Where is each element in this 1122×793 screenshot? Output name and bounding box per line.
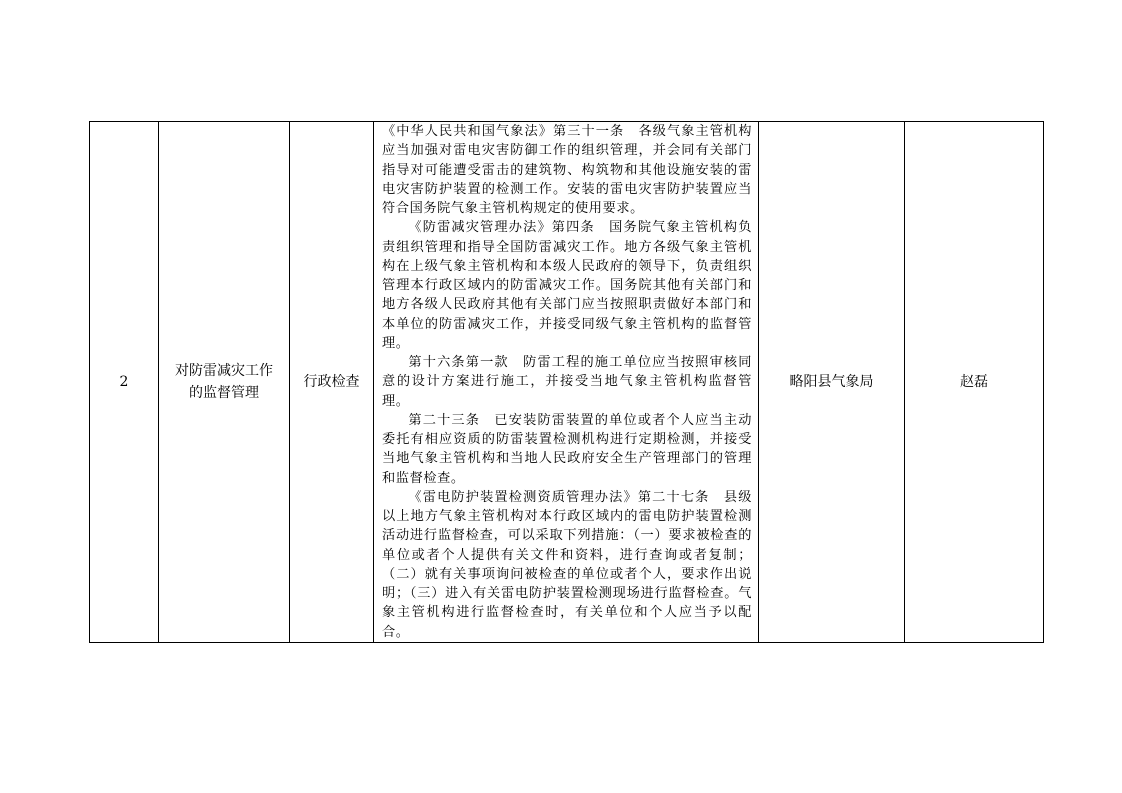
basis-paragraph: 《防雷减灾管理办法》第四条 国务院气象主管机构负责组织管理和指导全国防雷减灾工作。地方各级气象主管机构在上级气象主管机构和本级人民政府的领导下，负责组织管理本行政区域内的防雷减灾工作。国务院其他有关部门和地方各级人民政府其他有关部门应当按照职责做好本部门和本单位的防雷减灾工作，并接受同级气象主管机构的监督管理。 bbox=[382, 220, 752, 351]
responsibility-table-wrapper bbox=[89, 121, 1043, 643]
item-category: 行政检查 bbox=[303, 373, 360, 390]
responsible-department: 略阳县气象局 bbox=[789, 373, 874, 390]
basis-paragraph: 《中华人民共和国气象法》第三十一条 各级气象主管机构应当加强对雷电灾害防御工作的组织管理，并会同有关部门指导对可能遭受雷击的建筑物、构筑物和其他设施安装的雷电灾害防护装置的检测工作。安装的雷电灾害防护装置应当符合国务院气象主管机构规定的使用要求。 bbox=[382, 124, 752, 216]
basis-paragraph: 第十六条第一款 防雷工程的施工单位应当按照审核同意的设计方案进行施工，并接受当地气象主管机构监督管理。 bbox=[382, 355, 752, 409]
row-number-cell bbox=[90, 122, 159, 643]
responsible-person: 赵磊 bbox=[960, 373, 988, 390]
department-cell bbox=[759, 122, 905, 643]
person-cell bbox=[905, 122, 1044, 643]
category-cell bbox=[290, 122, 374, 643]
basis-paragraph: 第二十三条 已安装防雷装置的单位或者个人应当主动委托有相应资质的防雷装置检测机构进行定期检测，并接受当地气象主管机构和当地人民政府安全生产管理部门的管理和监督检查。 bbox=[382, 412, 752, 486]
row-number: 2 bbox=[119, 373, 129, 390]
item-name-cell bbox=[159, 122, 290, 643]
item-name: 对防雷减灾工作的监督管理 bbox=[175, 363, 273, 401]
table-row bbox=[90, 122, 1044, 643]
responsibility-table bbox=[89, 121, 1044, 643]
legal-basis-cell bbox=[374, 122, 759, 643]
basis-paragraph: 《雷电防护装置检测资质管理办法》第二十七条 县级以上地方气象主管机构对本行政区域内的雷电防护装置检测活动进行监督检查，可以采取下列措施：（一）要求被检查的单位或者个人提供有关文件和资料，进行查询或者复制；（二）就有关事项询问被检查的单位或者个人，要求作出说明；（三）进入有关雷电防护装置检测现场进行监督检查。气象主管机构进行监督检查时，有关单位和个人应当予以配合。 bbox=[382, 489, 752, 640]
